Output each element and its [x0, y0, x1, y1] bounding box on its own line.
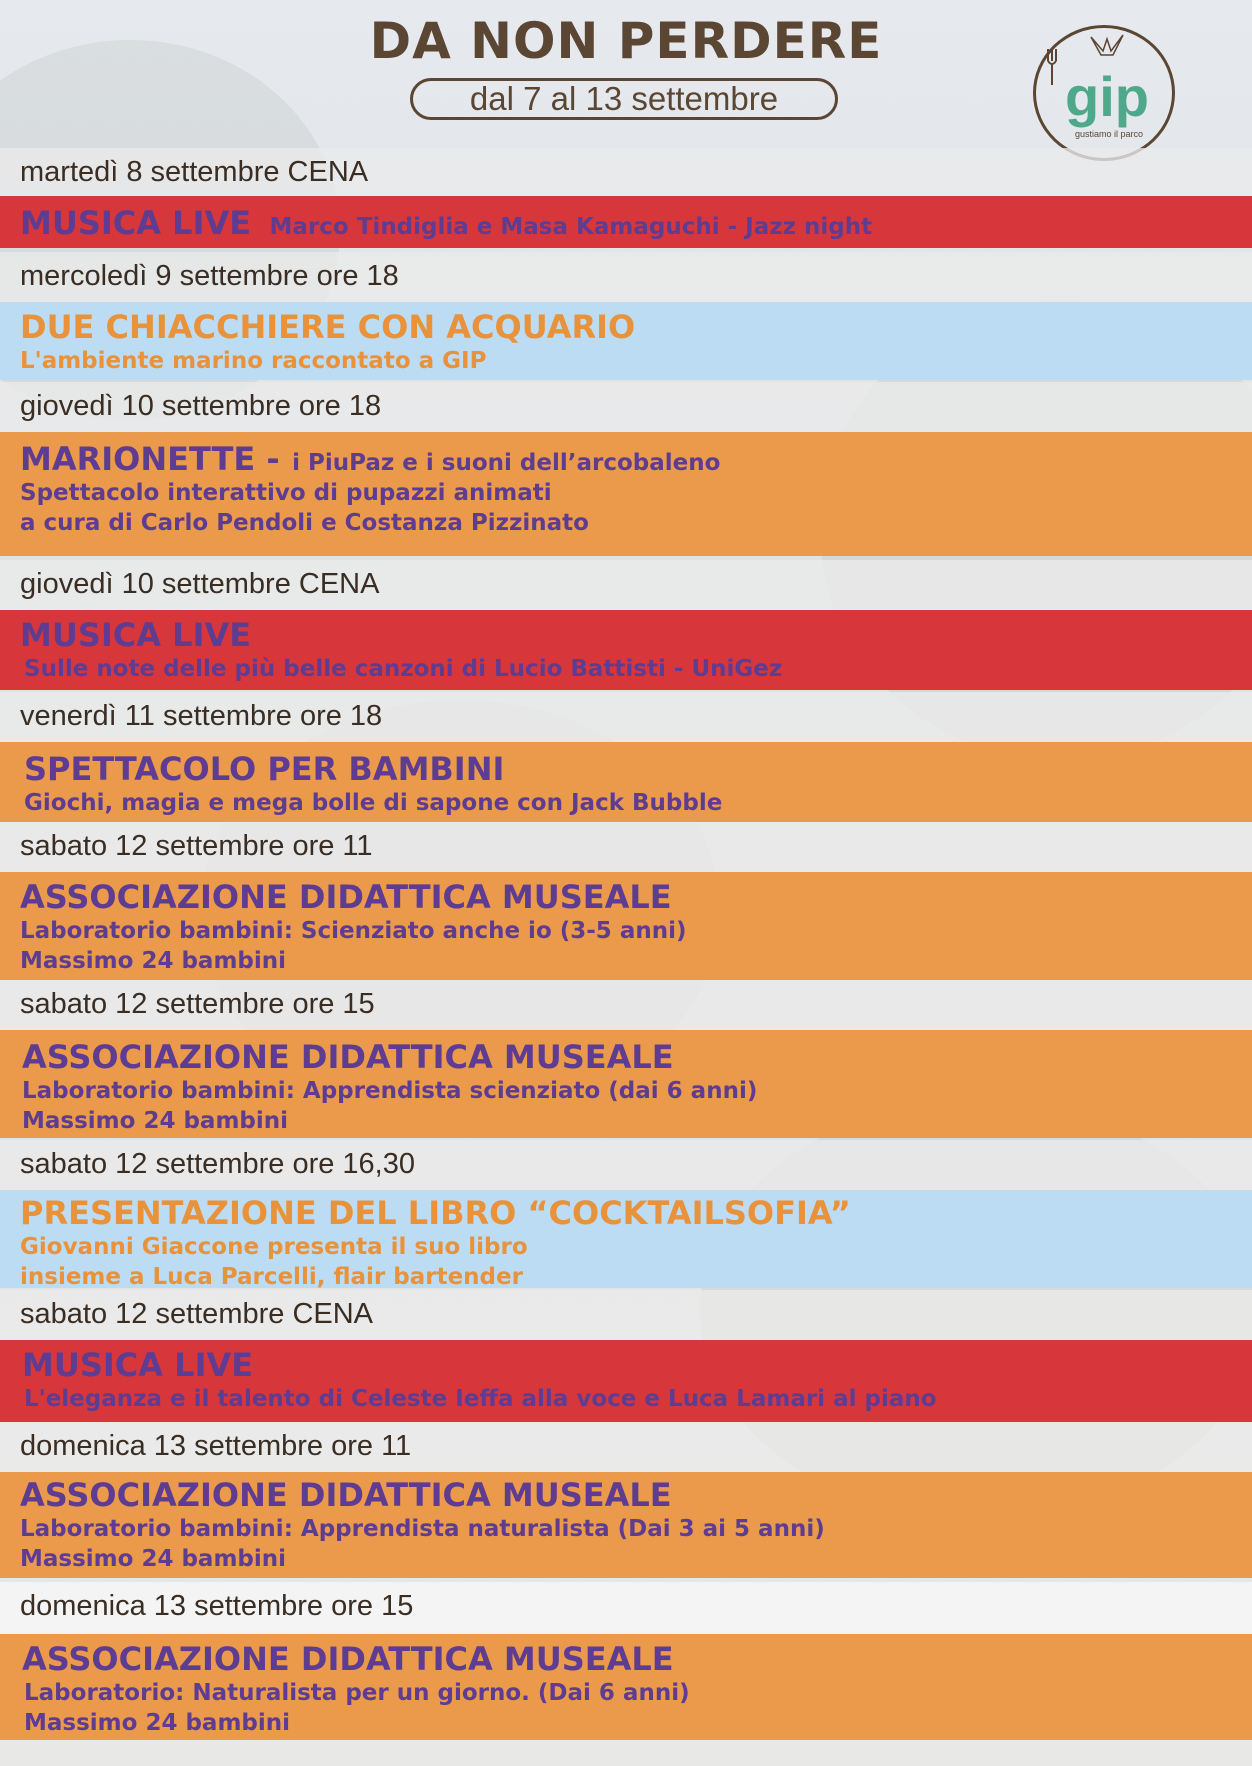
event-date: sabato 12 settembre CENA [0, 1290, 1252, 1340]
event-detail: Giochi, magia e mega bolle di sapone con Jack Bubble [24, 790, 723, 816]
event-detail: Massimo 24 bambini [24, 1710, 291, 1736]
event-title: ASSOCIAZIONE DIDATTICA MUSEALE [22, 1640, 674, 1678]
event-detail: Laboratorio bambini: Scienziato anche io (3-5 anni) [20, 918, 687, 944]
event-title: SPETTACOLO PER BAMBINI [24, 750, 505, 788]
event-block [0, 610, 1252, 690]
event-title: ASSOCIAZIONE DIDATTICA MUSEALE [20, 1476, 672, 1514]
event-title: ASSOCIAZIONE DIDATTICA MUSEALE [20, 878, 672, 916]
event-date: giovedì 10 settembre CENA [0, 560, 1252, 610]
event-block [0, 1190, 1252, 1288]
date-range: dal 7 al 13 settembre [410, 78, 838, 120]
event-date: sabato 12 settembre ore 16,30 [0, 1140, 1252, 1190]
event-date: venerdì 11 settembre ore 18 [0, 692, 1252, 742]
event-detail: a cura di Carlo Pendoli e Costanza Pizzinato [20, 510, 589, 536]
event-date: domenica 13 settembre ore 15 [0, 1582, 1252, 1634]
event-detail: Massimo 24 bambini [22, 1108, 289, 1134]
event-block [0, 1472, 1252, 1578]
event-date: mercoledì 9 settembre ore 18 [0, 252, 1252, 302]
event-detail: Massimo 24 bambini [20, 948, 287, 974]
event-block [0, 196, 1252, 248]
event-date: sabato 12 settembre ore 15 [0, 980, 1252, 1030]
event-date: giovedì 10 settembre ore 18 [0, 382, 1252, 432]
event-block [0, 1634, 1252, 1740]
event-detail: Laboratorio: Naturalista per un giorno. (Dai 6 anni) [24, 1680, 690, 1706]
event-date: domenica 13 settembre ore 11 [0, 1422, 1252, 1472]
event-title: ASSOCIAZIONE DIDATTICA MUSEALE [22, 1038, 674, 1076]
event-block [0, 1030, 1252, 1138]
logo-wordmark: gip [1065, 65, 1149, 128]
event-title: MUSICA LIVE [22, 1346, 254, 1384]
event-subtitle: i PiuPaz e i suoni dell’arcobaleno [292, 450, 721, 476]
event-title: MUSICA LIVE [20, 616, 252, 654]
event-detail: Spettacolo interattivo di pupazzi animati [20, 480, 552, 506]
event-detail: Massimo 24 bambini [20, 1546, 287, 1572]
event-title: DUE CHIACCHIERE CON ACQUARIO [20, 308, 636, 346]
logo [1033, 25, 1181, 165]
event-date: martedì 8 settembre CENA [0, 148, 1252, 196]
event-title: MARIONETTE - [20, 440, 280, 478]
event-block [0, 432, 1252, 556]
event-block [0, 742, 1252, 822]
origami-crane-icon [1089, 31, 1125, 61]
event-detail: Giovanni Giaccone presenta il suo libro [20, 1234, 528, 1260]
event-detail: L'eleganza e il talento di Celeste Ieffa alla voce e Luca Lamari al piano [24, 1386, 937, 1412]
event-detail: L'ambiente marino raccontato a GIP [20, 348, 487, 374]
header [0, 0, 1252, 158]
event-block [0, 302, 1252, 380]
event-block [0, 1340, 1252, 1422]
event-title: PRESENTAZIONE DEL LIBRO “COCKTAILSOFIA” [20, 1194, 851, 1232]
event-date: sabato 12 settembre ore 11 [0, 822, 1252, 872]
event-subtitle: Marco Tindiglia e Masa Kamaguchi - Jazz night [269, 214, 873, 240]
event-block [0, 872, 1252, 980]
event-detail: insieme a Luca Parcelli, flair bartender [20, 1264, 523, 1290]
logo-tagline: gustiamo il parco [1074, 129, 1144, 139]
page-title: DA NON PERDERE [369, 12, 883, 70]
event-detail: Laboratorio bambini: Apprendista scienziato (dai 6 anni) [22, 1078, 758, 1104]
event-detail: Sulle note delle più belle canzoni di Lucio Battisti - UniGez [24, 656, 783, 682]
event-detail: Laboratorio bambini: Apprendista naturalista (Dai 3 ai 5 anni) [20, 1516, 825, 1542]
event-title: MUSICA LIVE [20, 204, 252, 242]
